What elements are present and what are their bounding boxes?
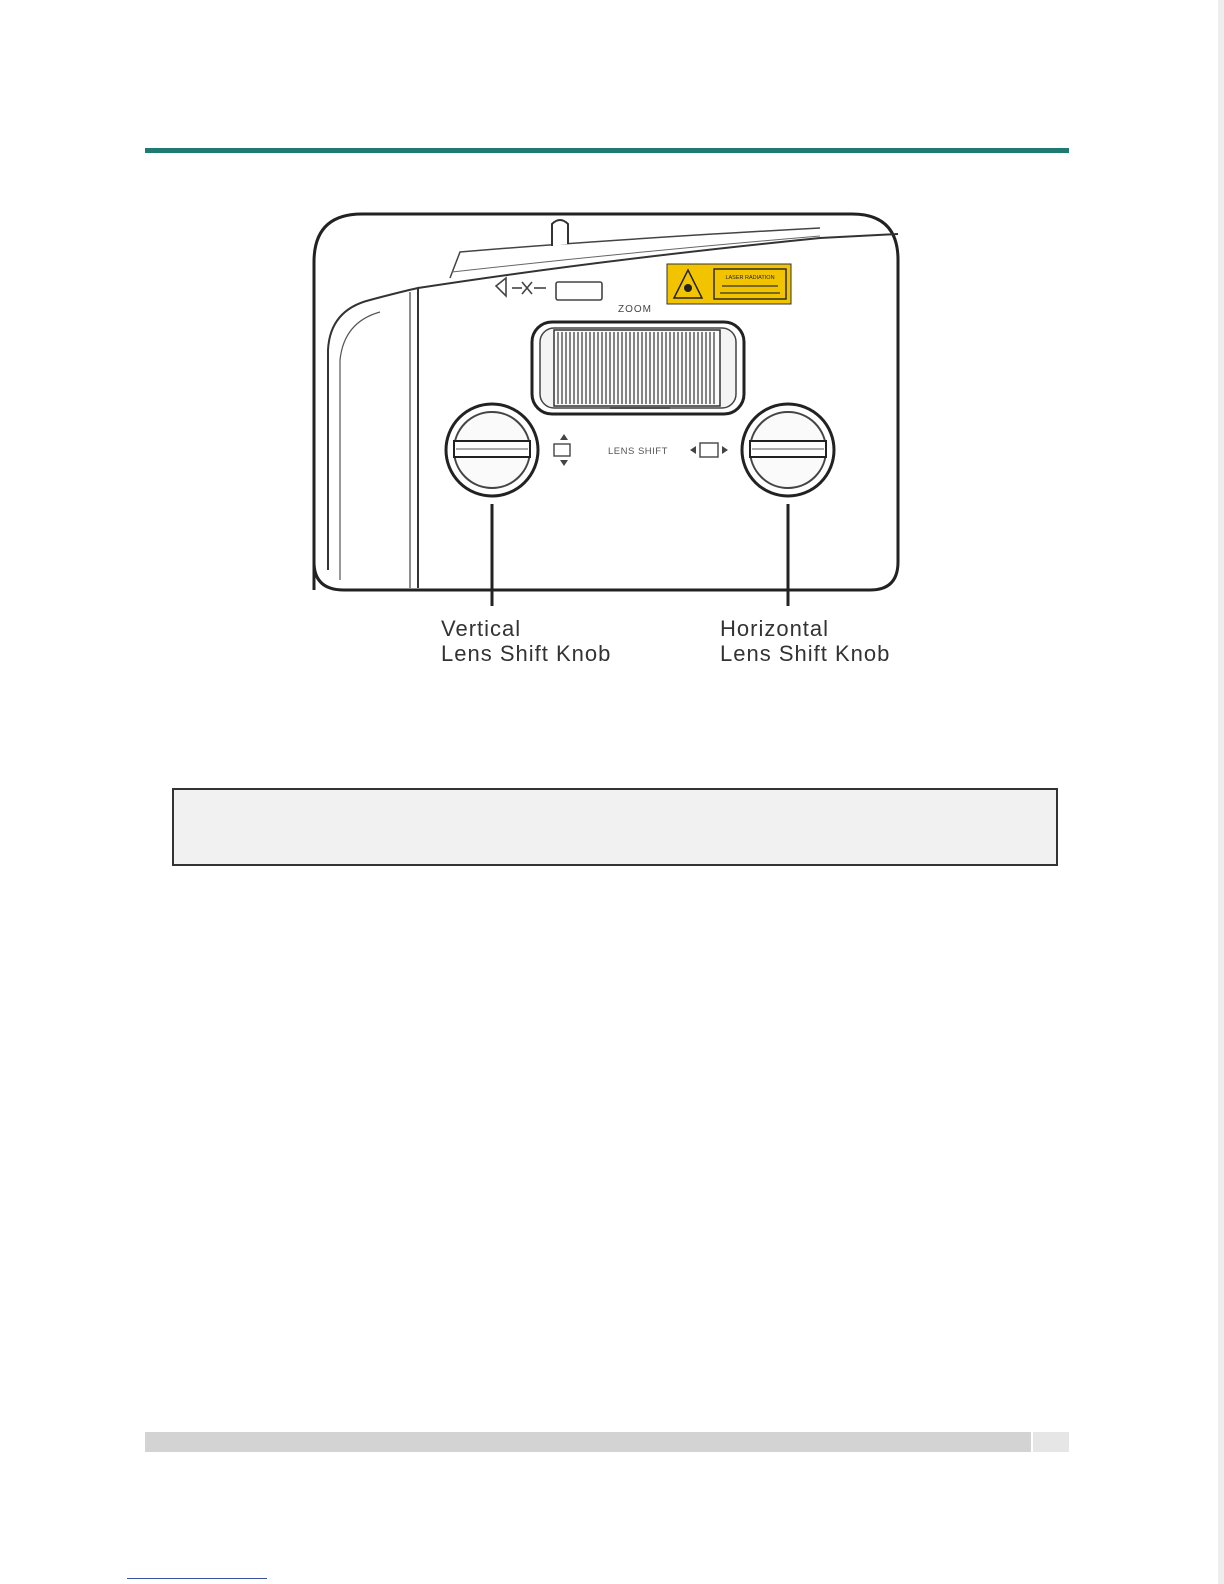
vertical-knob-label-line1: Vertical: [441, 616, 522, 641]
page-edge: [1218, 0, 1224, 1584]
footer-bar-end: [1033, 1432, 1069, 1452]
horizontal-knob-label-line1: Horizontal: [720, 616, 830, 641]
horizontal-knob-label: [720, 616, 890, 666]
top-tab: [552, 220, 568, 246]
laser-warning-label: [667, 264, 791, 304]
vertical-lens-shift-knob[interactable]: [446, 404, 538, 496]
zoom-label: ZOOM: [618, 304, 652, 315]
note-box: [172, 788, 1058, 866]
laser-warning-text: LASER RADIATION: [725, 275, 775, 281]
vertical-knob-label: [441, 616, 611, 666]
bottom-link-line: [127, 1578, 267, 1579]
lens-shift-label: LENS SHIFT: [608, 446, 668, 457]
horizontal-lens-shift-knob[interactable]: [742, 404, 834, 496]
horizontal-knob-label-line2: Lens Shift Knob: [720, 641, 891, 666]
zoom-ring[interactable]: [532, 322, 744, 414]
projector-top-view-figure: [300, 200, 920, 680]
vertical-knob-label-line2: Lens Shift Knob: [441, 641, 612, 666]
header-rule: [145, 148, 1069, 153]
footer-bar: [145, 1432, 1031, 1452]
projector-illustration: [300, 200, 920, 680]
